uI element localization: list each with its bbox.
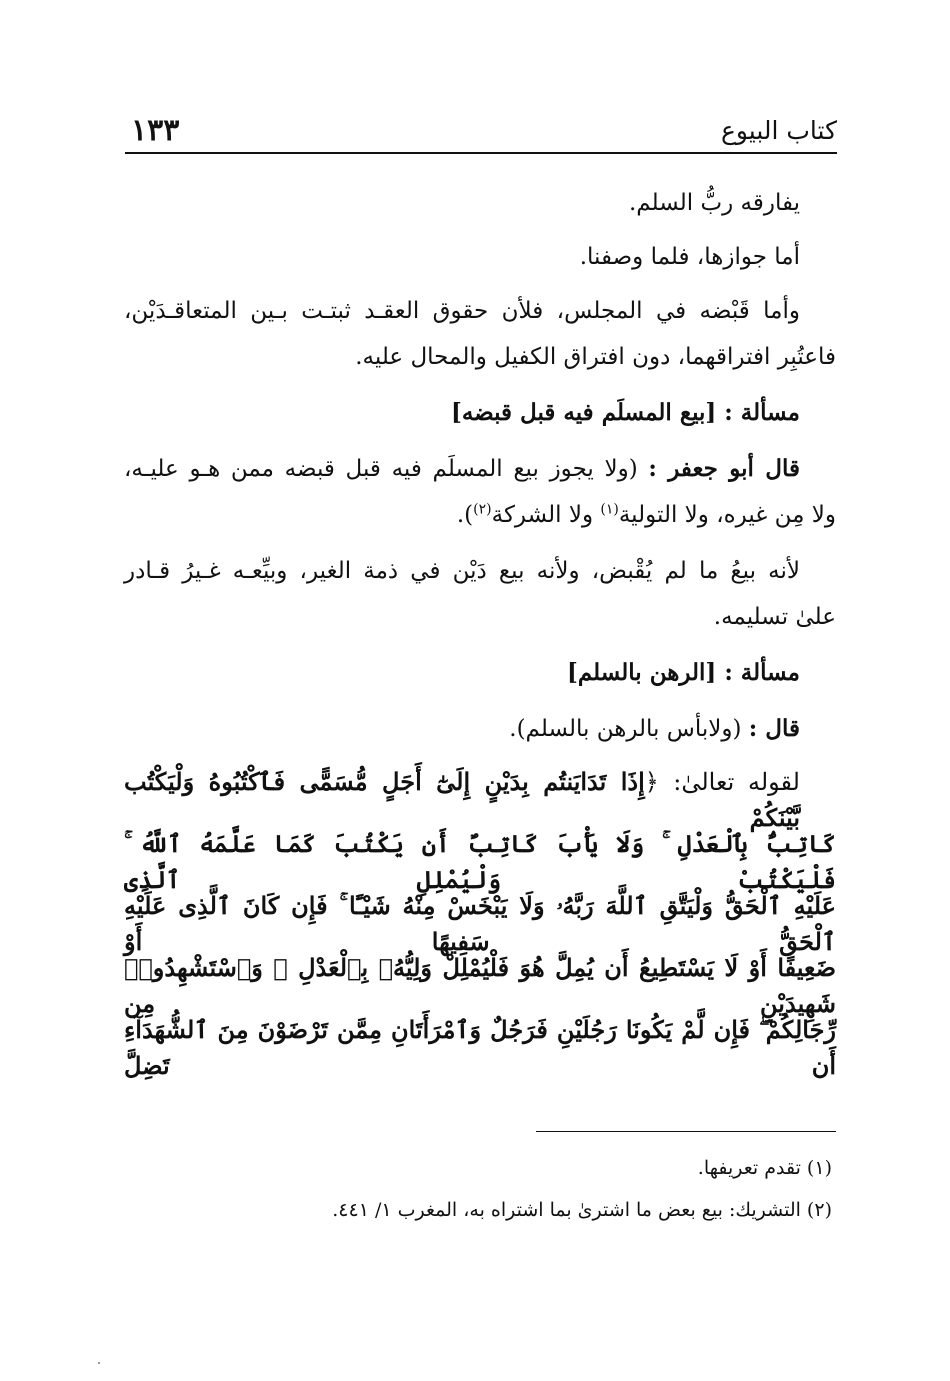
paragraph-text: (ولابأس بالرهن بالسلم). — [509, 716, 742, 742]
quran-text: إِذَا تَدَايَنتُم بِدَيْنٍ إِلَىٰٓ أَجَلٍ مُّسَمًّى فَٱكْتُبُوهُ وَلْيَكْتُب بَّيْنَكُمْ — [124, 767, 800, 832]
footnote-marker: (١) — [600, 501, 619, 518]
running-header-title: كتاب البيوع — [720, 116, 837, 145]
speaker-label: قال : — [748, 715, 800, 742]
scan-speck — [98, 1362, 100, 1364]
paragraph-line — [124, 452, 836, 488]
paragraph-line — [124, 498, 836, 534]
quran-verse-line: عَلَيْهِ ٱلْحَقُّ وَلْيَتَّقِ ٱللَّهَ رَبَّهُۥ وَلَا يَبْخَسْ مِنْهُ شَيْـًٔا ۚ فَإِن كَانَ ٱلَّذِى عَلَيْهِ ٱلْحَقُّ سَفِيهًا أَوْ — [124, 891, 836, 956]
quran-verse-line: ضَعِيفًا أَوْ لَا يَسْتَطِيعُ أَن يُمِلَّ هُوَ فَلْيُمْلِلْ وَلِيُّهُۥ بِٱلْعَدْلِ ۚ وَٱسْتَشْهِدُوا۟ شَهِيدَيْنِ مِن — [124, 953, 836, 1018]
paragraph-text: ولا الشركة — [491, 502, 601, 528]
footnote: (١) تقدم تعريفها. — [697, 1157, 832, 1179]
paragraph-line: أما جوازها، فلما وصفنا. — [579, 244, 800, 270]
footnote-separator — [536, 1131, 836, 1132]
quran-open-bracket: ﴿ — [644, 768, 659, 796]
paragraph-text: ). — [456, 502, 474, 528]
paragraph-line: وأما قَبْضه في المجلس، فلأن حقوق العقـد ثبتـت بـين المتعاقـدَيْن، — [124, 298, 800, 324]
paragraph-line: لأنه بيعُ ما لم يُقْبض، ولأنه بيع دَيْن في ذمة الغير، وبيِّعـه غـيرُ قـادر — [124, 558, 800, 584]
page-number: ١٣٣ — [131, 113, 180, 148]
paragraph-line — [124, 712, 836, 748]
quran-intro: لقوله تعالىٰ: — [673, 768, 800, 796]
quran-verse-line: كَاتِبٌۢ بِٱلْعَدْلِ ۚ وَلَا يَأْبَ كَاتِبٌ أَن يَكْتُبَ كَمَا عَلَّمَهُ ٱللَّهُ ۚ فَلْيَكْتُبْ وَلْيُمْلِلِ ٱلَّذِى — [124, 829, 836, 894]
paragraph-line: فاعتُبِر افتراقهما، دون افتراق الكفيل والمحال عليه. — [355, 344, 836, 370]
paragraph-line: يفارقه ربُّ السلم. — [628, 190, 800, 216]
paragraph-text: (ولا يجوز بيع المسلَم فيه قبل قبضه ممن هـو عليـه، — [124, 456, 638, 482]
section-heading: مسألة : [بيع المسلَم فيه قبل قبضه] — [450, 399, 800, 426]
quran-verse-line — [124, 764, 836, 832]
section-heading: مسألة : [الرهن بالسلم] — [566, 659, 800, 686]
footnote: (٢) التشريك: بيع بعض ما اشترىٰ بما اشتراه به، المغرب ١/ ٤٤١. — [332, 1199, 832, 1221]
paragraph-text: ولا مِن غيره، ولا التولية — [618, 502, 836, 528]
paragraph-line: علىٰ تسليمه. — [713, 604, 836, 630]
quran-verse-line: رِّجَالِكُمْ ۖ فَإِن لَّمْ يَكُونَا رَجُلَيْنِ فَرَجُلٌ وَٱمْرَأَتَانِ مِمَّن تَرْضَوْنَ مِنَ ٱلشُّهَدَآءِ أَن تَضِلَّ — [124, 1015, 837, 1080]
footnote-marker: (٢) — [473, 501, 492, 518]
speaker-label: قال أبو جعفر : — [648, 455, 800, 482]
page-header — [125, 108, 837, 154]
